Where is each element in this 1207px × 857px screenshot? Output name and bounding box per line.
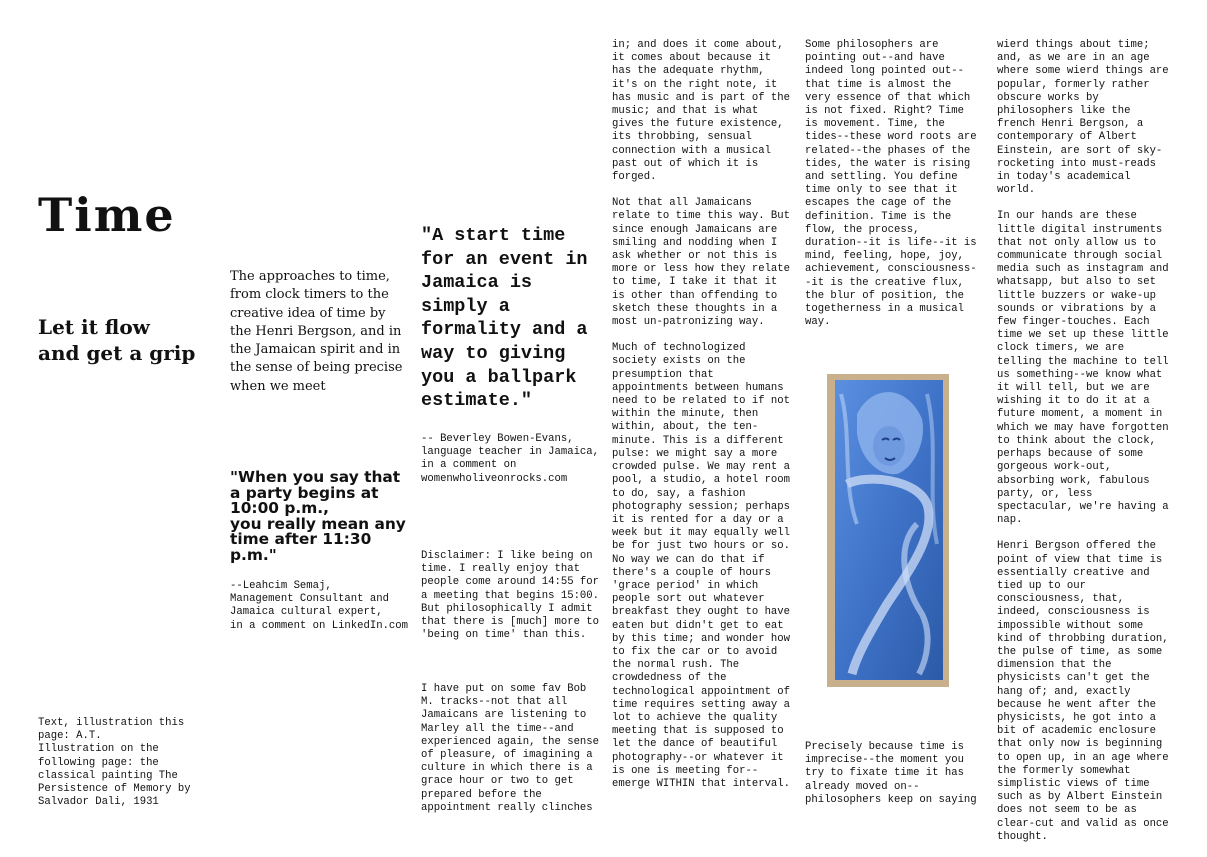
- page-title: Time: [38, 188, 176, 242]
- paragraph: Much of technologized society exists on the presumption that appointments between humans need to be related to if not within the minute, then within, about, the ten-minute. This is a different pulse: we might say a more crowded pulse. We may rent a pool, a studio, a hotel room to do, say, a fashion photography session; perhaps it is rented for a day or a week but it may equally well be for just two hours or so. No way we can do that if there's a couple of hours 'grace period' in which people sort out whatever breakfast they ought to have eaten but didn't get to eat by this time; and wonder how to fix the car or to avoid the normal rush. The crowdedness of the technological appointment of time requires setting away a lot to achieve the quality meeting that is supposed to let the dance of beautiful photography--or whatever it is one is meeting for--emerge WITHIN that interval.: [612, 342, 791, 790]
- pull-quote-semaj: "When you say that a party begins at 10:00 p.m., you really mean any time after 11:30 p.m.": [230, 468, 406, 564]
- article-column-3: [612, 39, 790, 804]
- intro-text: The approaches to time, from clock timers to the creative idea of time by the Henri Bergson, and in the Jamaican spirit and in the sense of being precise when we meet: [230, 269, 403, 394]
- credits-text: Text, illustration this page: A.T. Illustration on the following page: the classical painting The Persistence of Memory by Salvador Dali, 1931: [38, 717, 191, 809]
- painting-image: [827, 374, 949, 687]
- paragraph: in; and does it come about, it comes about because it has the adequate rhythm, it's on the right note, it has music and is part of the music; and that is what gives the future existence, its throbbing, sensual connection with a musical past out of which it is forged.: [612, 39, 791, 184]
- paragraph: Not that all Jamaicans relate to time this way. But since enough Jamaicans are smiling and nodding when I ask whether or not this is more or less how they relate to time, I take it that it is other than offending to sketch these thoughts in a most un-patronizing way.: [612, 197, 791, 329]
- article-column-5: [997, 39, 1169, 857]
- blue-figure-painting: [827, 374, 949, 687]
- article-column-4-top: Some philosophers are pointing out--and have indeed long pointed out--that time is almost the very essence of that which is not fixed. Right? Time is movement. Time, the tides--these word roots are related--the phases of the tides, the water is rising and settling. You define time only to see that it escapes the cage of the definition. Time is the flow, the process, duration--it is life--it is mind, feeling, hope, joy, achievement, consciousness--it is the creative flux, the blur of position, the togetherness in a musical way.: [805, 39, 977, 329]
- pull-quote-bowen-evans: "A start time for an event in Jamaica is simply a formality and a way to giving you a ballpark estimate.": [421, 225, 588, 412]
- disclaimer-paragraph: Disclaimer: I like being on time. I really enjoy that people come around 14:55 for a meeting that begins 15:00. But philosophically I admit that there is [much] more to 'being on time' than this.: [421, 550, 600, 642]
- paragraph: In our hands are these little digital instruments that not only allow us to communicate through social media such as instagram and whatsapp, but also to set little buzzers or wake-up sounds or vibrations by a few finger-touches. Each time we set up these little clock timers, we are telling the machine to tell us something--we know what it will tell, but we are wishing it to do it at a future moment, a moment in which we may have forgotten to think about the clock, perhaps because of some gorgeous work-out, absorbing work, fabulous party, or, less spectacular, we're having a nap.: [997, 210, 1169, 527]
- paragraph: Henri Bergson offered the point of view that time is essentially creative and tied up to our consciousness, that, indeed, consciousness is impossible without some kind of throbbing duration, the pulse of time, as some dimension that the physicists can't get the hang of; and, exactly because he went after the physicists, he got into a bit of academic enclosure that only now is beginning to open up, in an age where the formerly somewhat simplistic views of time such as by Albert Einstein does not seem to be as clear-cut and valid as once thought.: [997, 540, 1169, 843]
- bob-marley-paragraph: I have put on some fav Bob M. tracks--not that all Jamaicans are listening to Marley all the time--and experienced again, the sense of pleasure, of imagining a culture in which there is a grace hour or two to get prepared before the appointment really clinches: [421, 683, 600, 814]
- quote-attribution-semaj: --Leahcim Semaj, Management Consultant and Jamaica cultural expert, in a comment on LinkedIn.com: [230, 580, 409, 632]
- paragraph: wierd things about time; and, as we are in an age where some wierd things are popular, formerly rather obscure works by philosophers like the french Henri Bergson, a contemporary of Albert Einstein, are sort of sky-rocketing into must-reads in today's academical world.: [997, 39, 1169, 197]
- page-subtitle: Let it flow and get a grip: [38, 315, 196, 365]
- quote-attribution-bowen-evans: -- Beverley Bowen-Evans, language teacher in Jamaica, in a comment on womenwholiveonrocks.com: [421, 433, 600, 485]
- article-column-4-bottom: Precisely because time is imprecise--the moment you try to fixate time it has already moved on--philosophers keep on saying: [805, 741, 977, 806]
